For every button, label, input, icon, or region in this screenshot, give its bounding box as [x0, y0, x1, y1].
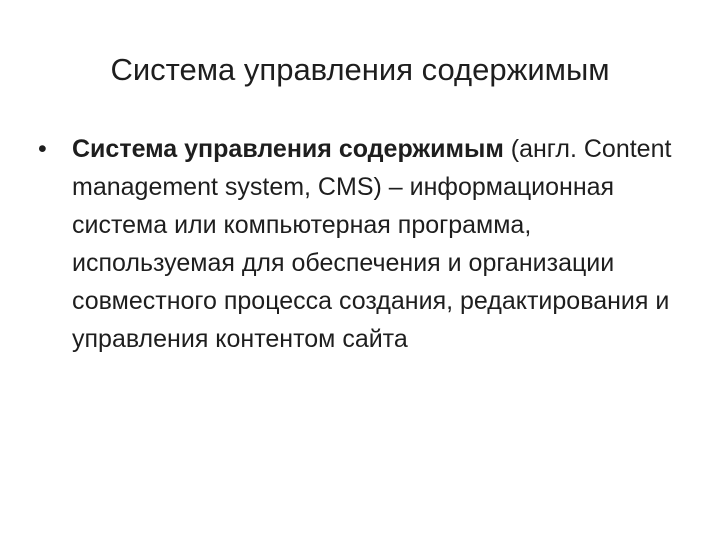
bullet-item: [36, 130, 676, 358]
bullet-list: [36, 130, 676, 358]
bullet-point-icon: •: [38, 135, 47, 163]
bullet-definition: (англ. Content management system, CMS) – информационная система или компьютерная программа, используемая для обеспечения и организации совместного процесса создания, редактирования и управления контентом сайта: [72, 135, 672, 353]
bullet-term: Система управления содержимым: [72, 135, 504, 163]
slide-title: Система управления содержимым: [110, 52, 610, 87]
